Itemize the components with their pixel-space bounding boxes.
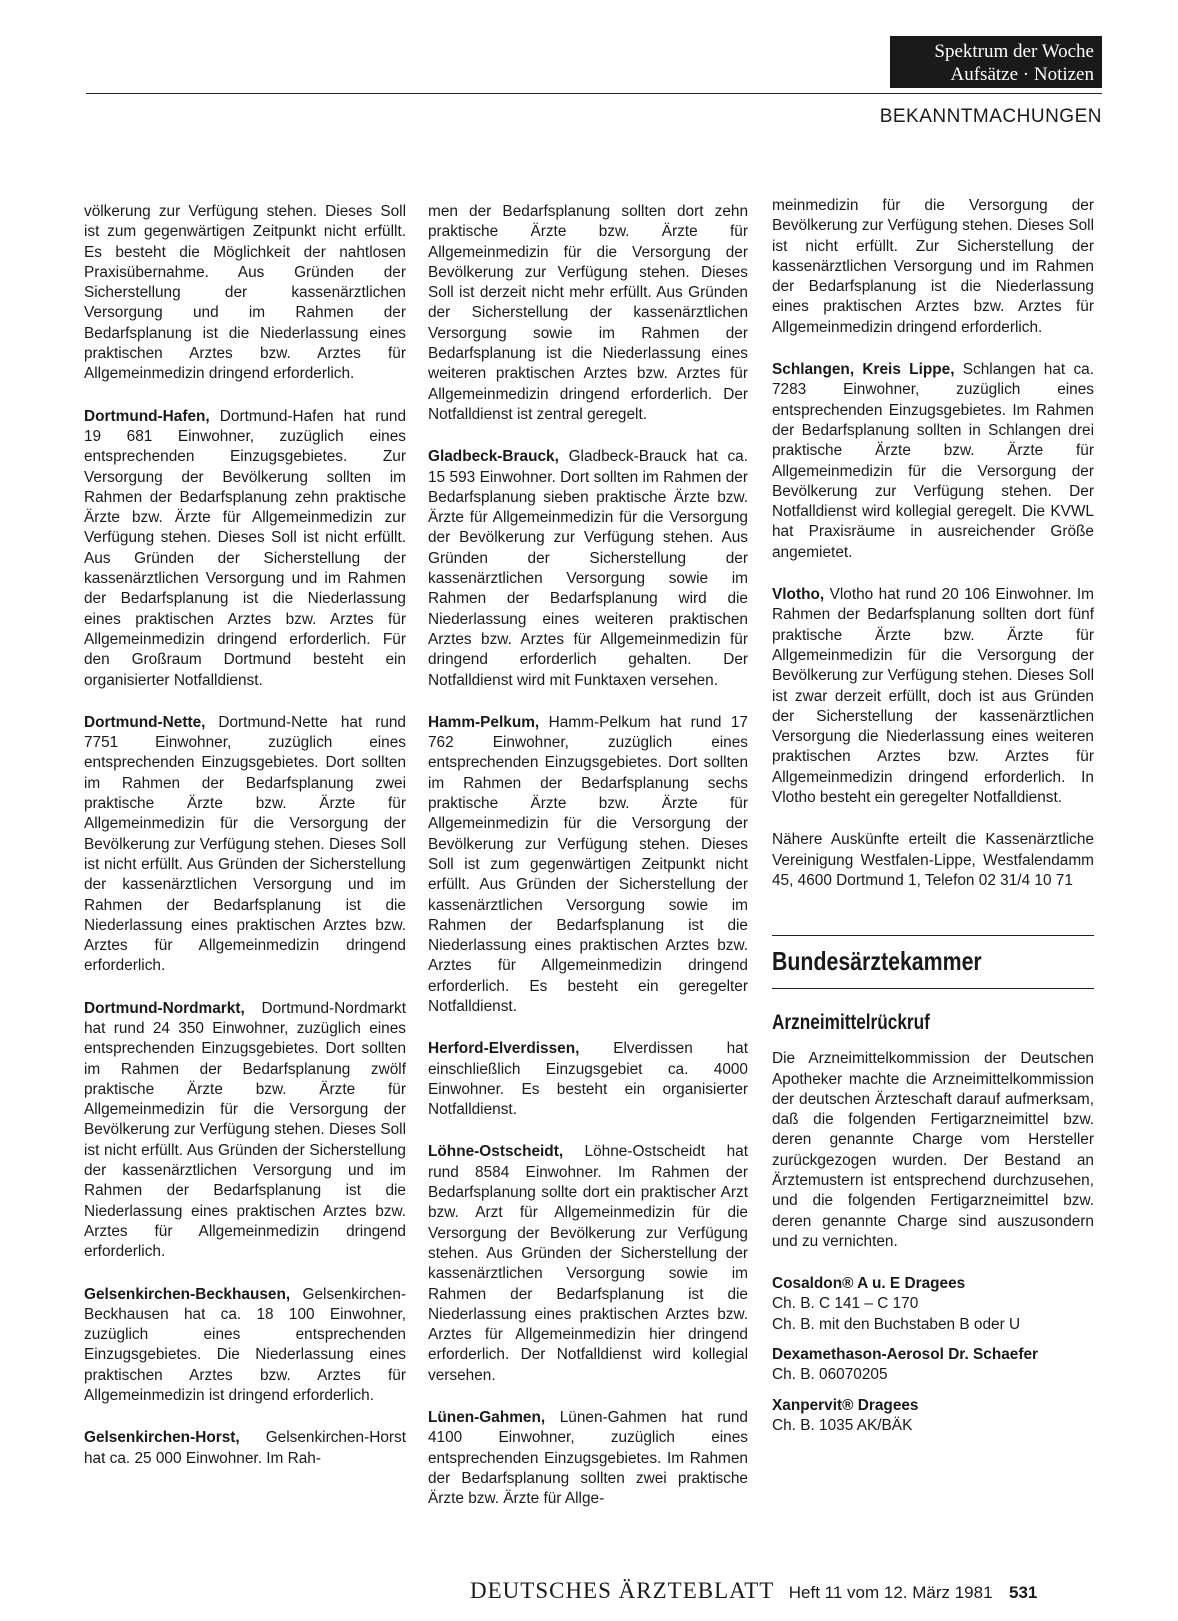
drug-batch: Ch. B. mit den Buchstaben B oder U [772,1315,1021,1333]
drug-batch: Ch. B. 1035 [772,1416,854,1434]
section-label: BEKANNTMACHUNGEN [879,106,1102,127]
paragraph: Dortmund-Nette, Dortmund-Nette hat rund 7751 Einwohner, zuzüglich eines entsprechenden Einzugsgebietes. Dort sollten im Rahmen der Bedarfsplanung zwei praktische Ärzte bzw. Ärzte für Allgemeinmedizin für die Versorgung der Bevölkerung zur Verfügung stehen. Dieses Soll ist nicht erfüllt. Aus Gründen der Sicherstellung der kassenärztlichen Versorgung und im Rahmen der Bedarfsplanung ist die Niederlassung eines praktischen Arztes bzw. Arztes für Allgemeinmedizin dringend erforderlich. [84,713,406,975]
journal-name: DEUTSCHES ÄRZTEBLATT [470,1578,775,1603]
signature: AK/BÄK [856,1416,913,1434]
drug-batch: Ch. B. C 141 – C 170 [772,1295,919,1313]
page-footer [470,1578,1102,1604]
paragraph: Dortmund-Nordmarkt, Dortmund-Nordmarkt hat rund 24 350 Einwohner, zuzüglich eines entsprechenden Einzugsgebietes. Dort sollten im Rahmen der Bedarfsplanung zwölf praktische Ärzte bzw. Ärzte für Allgemeinmedizin für die Versorgung der Bevölkerung zur Verfügung stehen. Dieses Soll ist nicht erfüllt. Aus Gründen der Sicherstellung der kassenärztlichen Versorgung und im Rahmen der Bedarfsplanung ist die Niederlassung eines praktischen Arztes bzw. Arztes für Allgemeinmedizin dringend erforderlich. [84,999,406,1261]
contact-paragraph: Nähere Auskünfte erteilt die Kassenärztliche Vereinigung Westfalen-Lippe, Westfalendamm 45, 4600 Dortmund 1, Telefon 02 31/4 10 71 [772,831,1094,889]
paragraph: Gelsenkirchen-Horst, Gelsenkirchen-Horst hat ca. 25 000 Einwohner. Im Rah- [84,1429,406,1467]
paragraph: Hamm-Pelkum, Hamm-Pelkum hat rund 17 762 Einwohner, zuzüglich eines entsprechenden Einzugsgebietes. Dort sollten im Rahmen der Bedarfsplanung sechs praktische Ärzte bzw. Ärzte für Allgemeinmedizin für die Versorgung der Bevölkerung zur Verfügung stehen. Dieses Soll ist zum gegenwärtigen Zeitpunkt nicht erfüllt. Aus Gründen der Sicherstellung der kassenärztlichen Versorgung sowie im Rahmen der Bedarfsplanung ist die Niederlassung eines praktischen Arztes bzw. Arztes für Allgemeinmedizin dringend erforderlich. Es besteht ein geregelter Notfalldienst. [428,713,748,1015]
paragraph: Herford-Elverdissen, Elverdissen hat einschließlich Einzugsgebiet ca. 4000 Einwohner. Es besteht ein organisierter Notfalldienst. [428,1040,748,1119]
section-badge [890,36,1102,88]
paragraph: Gladbeck-Brauck, Gladbeck-Brauck hat ca. 15 593 Einwohner. Dort sollten im Rahmen der Bedarfsplanung sieben praktische Ärzte bzw. Ärzte für Allgemeinmedizin für die Versorgung der Bevölkerung zur Verfügung stehen. Aus Gründen der Sicherstellung der kassenärztlichen Versorgung sowie im Rahmen der Bedarfsplanung wird die Niederlassung eines weiteren praktischen Arztes bzw. Arztes für Allgemeinmedizin für dringend erforderlich gehalten. Der Notfalldienst wird mit Funktaxen versehen. [428,448,748,689]
issue-info: Heft 11 vom 12. März 1981 [788,1583,993,1602]
paragraph: men der Bedarfsplanung sollten dort zehn praktische Ärzte bzw. Ärzte für Allgemeinmedizin für die Versorgung der Bevölkerung zur Verfügung stehen. Dieses Soll ist derzeit nicht mehr erfüllt. Aus Gründen der Sicherstellung der kassenärztlichen Versorgung sowie im Rahmen der Bedarfsplanung ist die Niederlassung eines weiteren praktischen Arztes bzw. Arztes für Allgemeinmedizin dringend erforderlich. Der Notfalldienst ist zentral geregelt. [428,203,748,423]
paragraph: Schlangen, Kreis Lippe, Schlangen hat ca. 7283 Einwohner, zuzüglich eines entsprechenden Einzugsgebietes. Im Rahmen der Bedarfsplanung sollten in Schlangen drei praktische Ärzte bzw. Ärzte für Allgemeinmedizin für die Versorgung der Bevölkerung zur Verfügung stehen. Der Notfalldienst wird kollegial geregelt. Die KVWL hat Praxisräume in ausreichender Größe angemietet. [772,361,1094,561]
column-2 [428,202,748,1532]
header-rule [86,93,1102,94]
column-3 [772,196,1094,1446]
drug-name: Cosaldon® A u. E Dragees [772,1275,966,1293]
section-rule-bottom [772,988,1094,989]
column-1 [84,202,406,1491]
paragraph: völkerung zur Verfügung stehen. Dieses Soll ist zum gegenwärtigen Zeitpunkt nicht erfüllt. Es besteht die Möglichkeit der nahtlosen Praxisübernahme. Aus Gründen der Sicherstellung der kassenärztlichen Versorgung und im Rahmen der Bedarfsplanung ist die Niederlassung eines praktischen Arztes bzw. Arztes für Allgemeinmedizin dringend erforderlich. [84,203,406,383]
paragraph: Gelsenkirchen-Beckhausen, Gelsenkirchen-Beckhausen hat ca. 18 100 Einwohner, zuzüglich eines entsprechenden Einzugsgebietes. Die Niederlassung eines praktischen Arztes bzw. Arztes für Allgemeinmedizin ist dringend erforderlich. [84,1285,406,1405]
paragraph: Löhne-Ostscheidt, Löhne-Ostscheidt hat rund 8584 Einwohner. Im Rahmen der Bedarfsplanung sollte dort ein praktischer Arzt bzw. Arzt für Allgemeinmedizin für die Versorgung der Bevölkerung zur Verfügung stehen. Aus Gründen der Sicherstellung der kassenärztlichen Versorgung sowie im Rahmen der Bedarfsplanung ist die Niederlassung eines praktischen Arztes bzw. Arztes für Allgemeinmedizin hier dringend erforderlich. Der Notfalldienst wird kollegial versehen. [428,1143,748,1384]
article-intro: Die Arzneimittelkommission der Deutschen Apotheker machte die Arzneimittelkommission der deutschen Ärzteschaft darauf aufmerksam, daß die folgenden Fertigarzneimittel bzw. deren genannte Charge vom Hersteller zurückgezogen wurden. Der Bestand an Ärztemustern ist entsprechend durchzusehen, und die folgenden Fertigarzneimittel bzw. deren genannte Charge sind auszusondern und zu vernichten. [772,1050,1094,1250]
article-title: Arzneimittelrückruf [772,1011,930,1035]
drug-entry [772,1274,1094,1335]
drug-entry [772,1396,1094,1437]
paragraph: Lünen-Gahmen, Lünen-Gahmen hat rund 4100 Einwohner, zuzüglich eines entsprechenden Einzugsgebietes. Im Rahmen der Bedarfsplanung sollten zwei praktische Ärzte bzw. Ärzte für Allge- [428,1409,748,1508]
paragraph: Vlotho, Vlotho hat rund 20 106 Einwohner. Im Rahmen der Bedarfsplanung sollten dort fünf praktische Ärzte bzw. Ärzte für Allgemeinmedizin für die Versorgung der Bevölkerung zur Verfügung stehen. Dieses Soll ist zwar derzeit erfüllt, doch ist aus Gründen der Sicherstellung der kassenärztlichen Versorgung die Niederlassung eines weiteren praktischen Arztes bzw. Arztes für Allgemeinmedizin dringend erforderlich. In Vlotho besteht ein geregelter Notfalldienst. [772,586,1094,807]
paragraph: Dortmund-Hafen, Dortmund-Hafen hat rund 19 681 Einwohner, zuzüglich eines entsprechenden Einzugsgebietes. Zur Versorgung der Bevölkerung sollten im Rahmen der Bedarfsplanung zehn praktische Ärzte bzw. Ärzte für Allgemeinmedizin zur Verfügung stehen. Dieses Soll ist nicht erfüllt. Aus Gründen der Sicherstellung der kassenärztlichen Versorgung und im Rahmen der Bedarfsplanung ist die Niederlassung eines praktischen Arztes bzw. Arztes für Allgemeinmedizin dringend erforderlich. Für den Großraum Dortmund besteht ein organisierter Notfalldienst. [84,407,406,689]
paragraph: meinmedizin für die Versorgung der Bevölkerung zur Verfügung stehen. Dieses Soll ist nicht erfüllt. Zur Sicherstellung der kassenärztlichen Versorgung und im Rahmen der Bedarfsplanung ist die Niederlassung eines praktischen Arztes bzw. Arztes für Allgemeinmedizin dringend erforderlich. [772,197,1094,336]
badge-line-1: Spektrum der Woche [934,41,1094,62]
section-rule-top [772,935,1094,936]
drug-entry [772,1345,1094,1386]
page-number: 531 [1009,1583,1038,1602]
badge-line-2: Aufsätze · Notizen [950,64,1094,85]
drug-batch: Ch. B. 06070205 [772,1366,888,1384]
drug-name: Dexamethason-Aerosol Dr. Schaefer [772,1346,1039,1364]
section-heading: Bundesärztekammer [772,946,982,977]
drug-name: Xanpervit® Dragees [772,1396,919,1414]
